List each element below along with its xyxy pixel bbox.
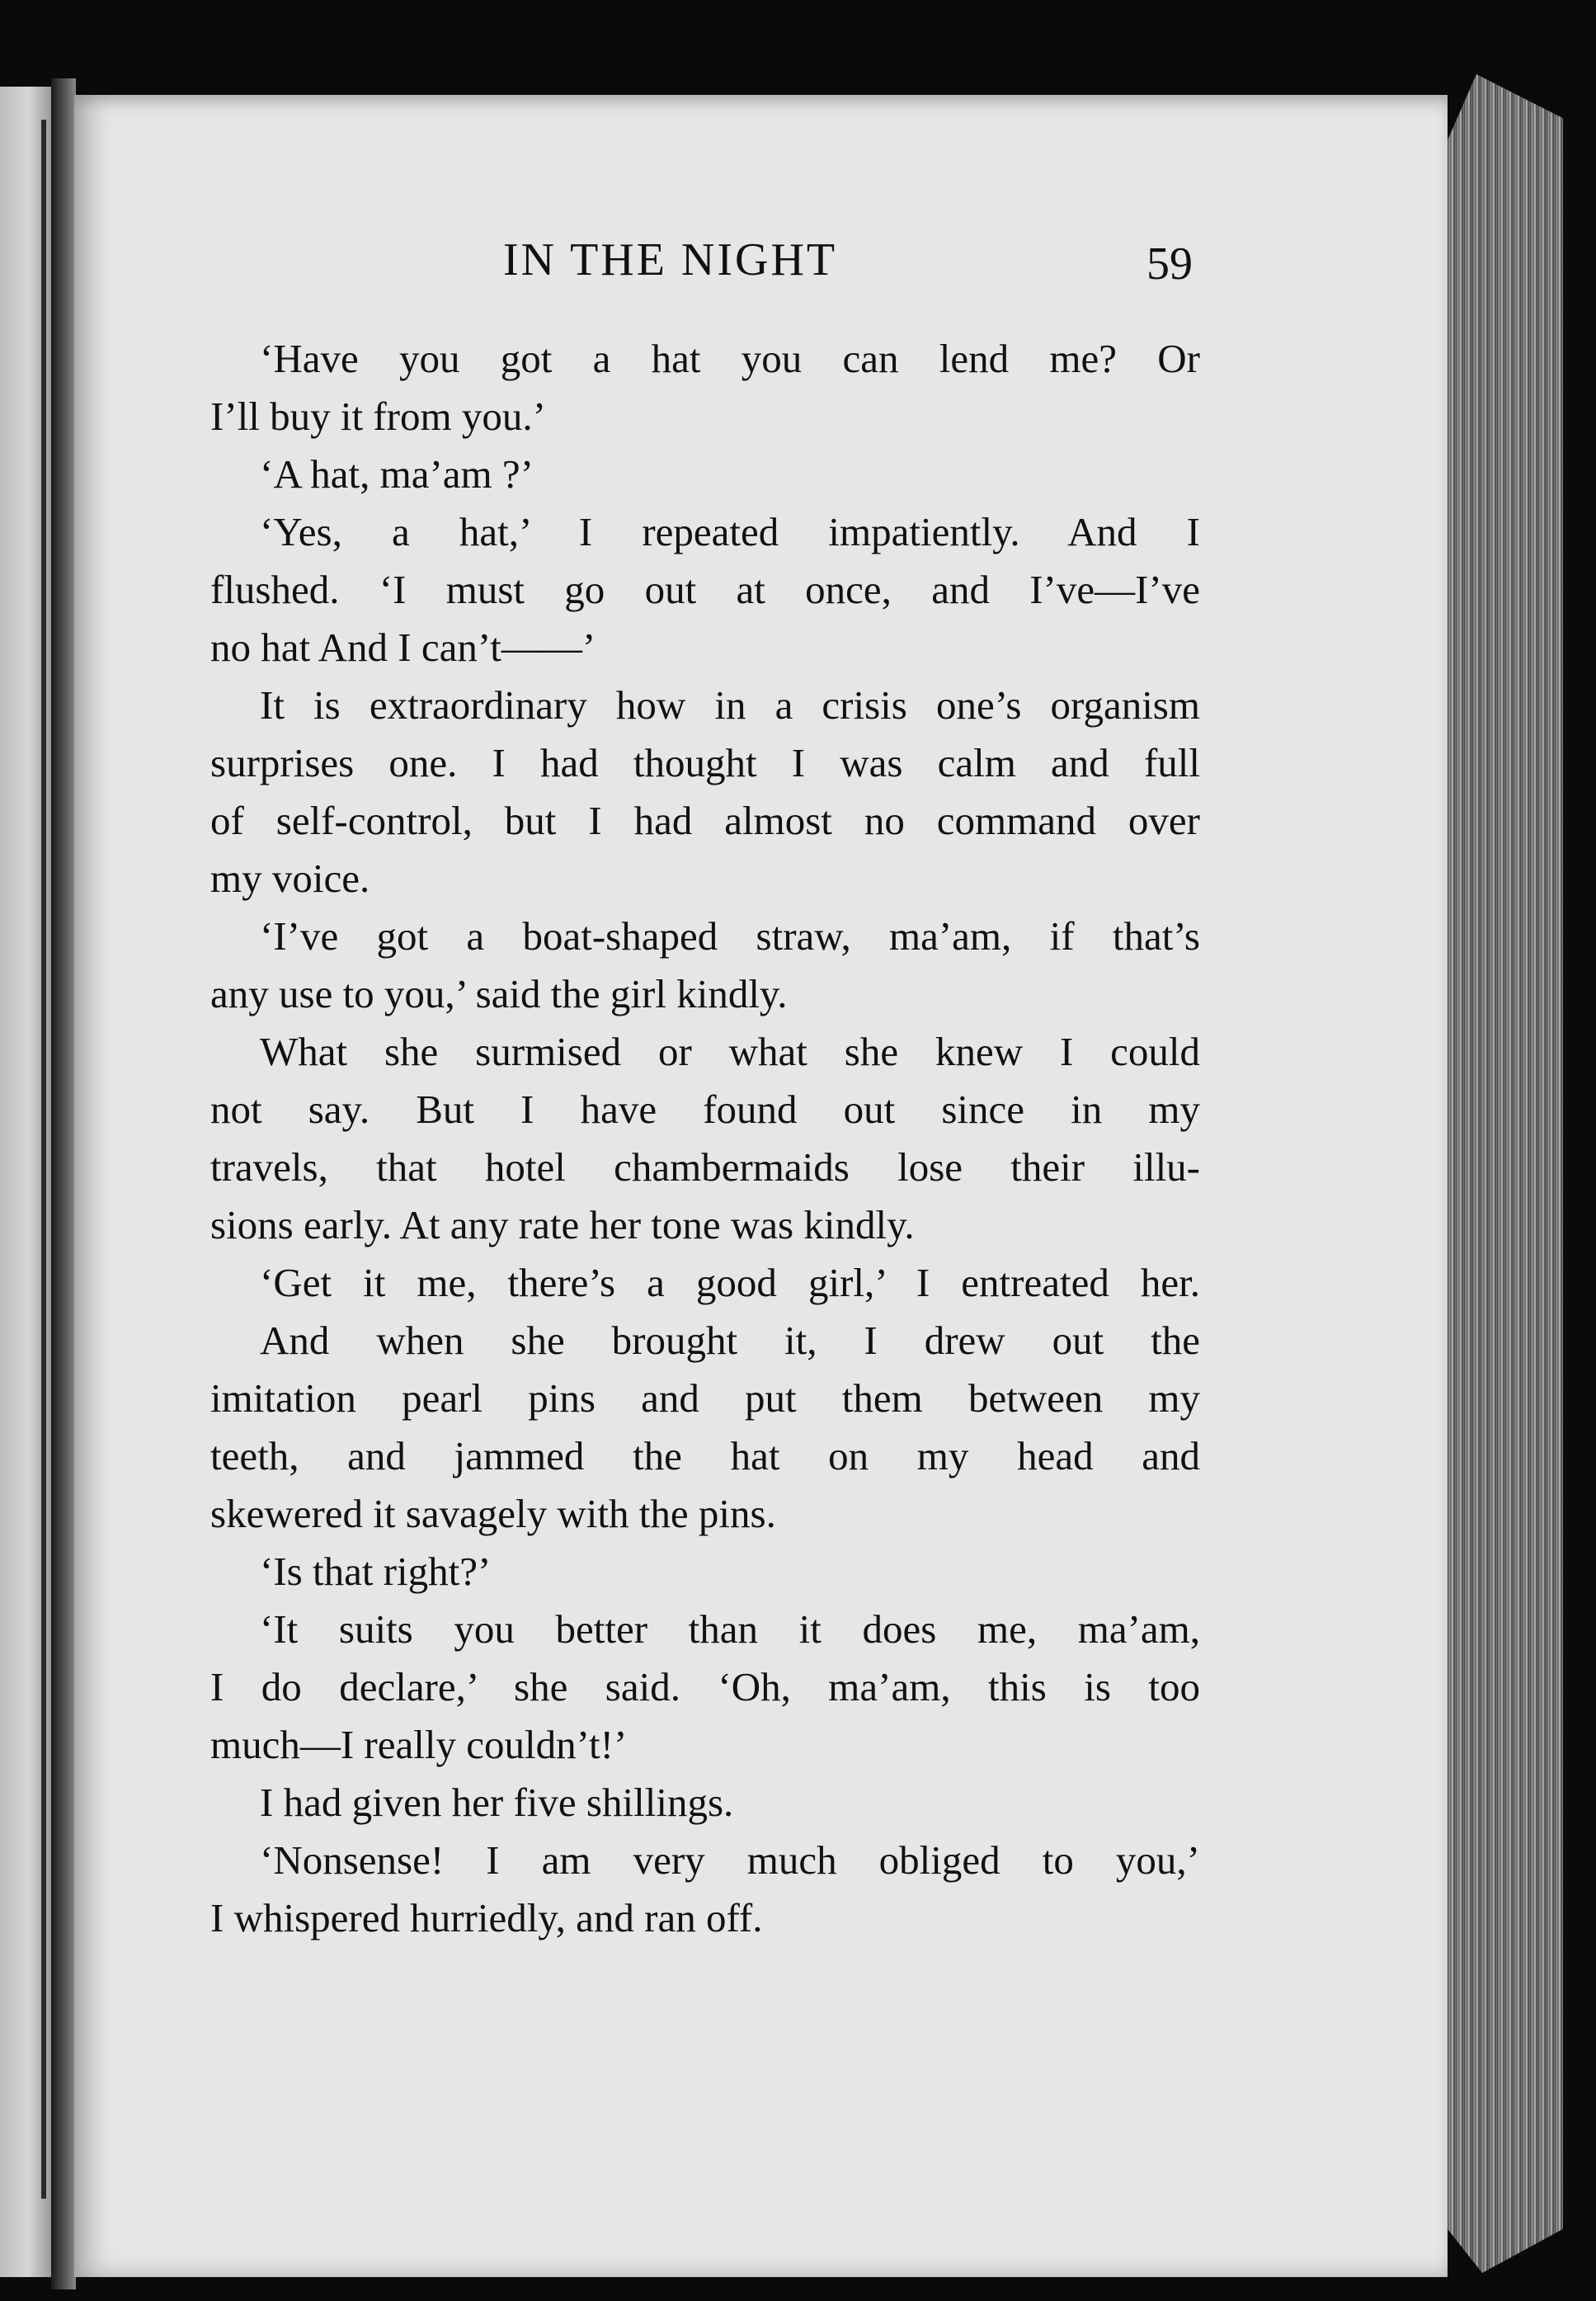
text-line: What she surmised or what she knew I could (260, 1029, 1200, 1074)
text-line: I had given her five shillings. (260, 1780, 734, 1825)
text-line: sions early. At any rate her tone was kindly. (210, 1202, 915, 1247)
text-line: ‘It suits you better than it does me, ma’am, (260, 1606, 1200, 1652)
text-line: much—I really couldn’t!’ (210, 1722, 628, 1767)
text-line: surprises one. I had thought I was calm and full (210, 740, 1200, 785)
running-head: IN THE NIGHT (503, 234, 838, 285)
text-line: ‘A hat, ma’am ?’ (260, 451, 534, 497)
page-stack-edge (1448, 74, 1563, 2273)
text-line: travels, that hotel chambermaids lose their illu- (210, 1144, 1200, 1190)
text-line: teeth, and jammed the hat on my head and (210, 1433, 1200, 1478)
text-line: And when she brought it, I drew out the (260, 1318, 1200, 1363)
text-line: imitation pearl pins and put them between my (210, 1375, 1200, 1421)
text-line: ‘Yes, a hat,’ I repeated impatiently. And I (260, 509, 1200, 554)
book-gutter (51, 78, 76, 2289)
text-line: It is extraordinary how in a crisis one’s organism (260, 682, 1200, 728)
page-header (0, 233, 1596, 299)
text-line: ‘Is that right?’ (260, 1549, 492, 1594)
text-line: ‘Nonsense! I am very much obliged to you,’ (260, 1837, 1200, 1883)
text-line: not say. But I have found out since in my (210, 1087, 1200, 1132)
page-number: 59 (1146, 238, 1193, 290)
text-line: no hat And I can’t——’ (210, 625, 596, 670)
text-line: my voice. (210, 856, 370, 901)
text-line: ‘Get it me, there’s a good girl,’ I entreated her. (260, 1260, 1200, 1305)
text-line: I do declare,’ she said. ‘Oh, ma’am, this is too (210, 1664, 1200, 1709)
text-line: skewered it savagely with the pins. (210, 1491, 776, 1536)
text-line: ‘Have you got a hat you can lend me? Or (260, 336, 1200, 381)
text-line: ‘I’ve got a boat-shaped straw, ma’am, if that’s (260, 913, 1200, 959)
text-line: of self-control, but I had almost no command over (210, 798, 1200, 843)
body-text (210, 330, 1200, 1947)
text-line: flushed. ‘I must go out at once, and I’ve—I’ve (210, 567, 1200, 612)
left-page-edge (0, 87, 51, 2277)
text-line: I’ll buy it from you.’ (210, 394, 546, 439)
text-line: I whispered hurriedly, and ran off. (210, 1895, 763, 1940)
text-line: any use to you,’ said the girl kindly. (210, 971, 788, 1016)
